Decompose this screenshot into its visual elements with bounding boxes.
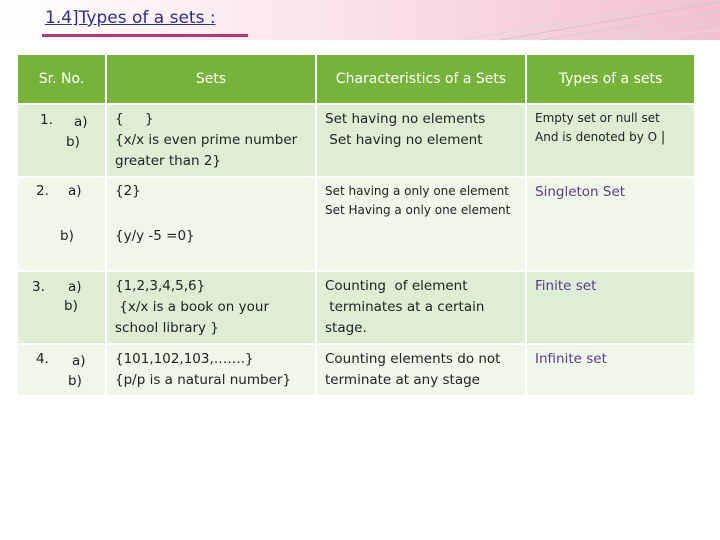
set-line: { } <box>115 111 154 127</box>
set-line: {p/p is a natural number} <box>115 372 292 388</box>
sets-table-container <box>18 55 695 393</box>
char-cell <box>316 344 526 396</box>
type-cell <box>526 177 695 271</box>
sets-cell <box>106 177 316 271</box>
type-line: Infinite set <box>535 351 607 367</box>
type-line: Singleton Set <box>535 184 626 200</box>
set-line: {2} <box>115 183 141 199</box>
table-row <box>18 344 695 396</box>
sr-number: 2. <box>36 183 49 199</box>
set-line: {y/y -5 =0} <box>115 228 195 244</box>
header-characteristics: Characteristics of a Sets <box>316 55 526 104</box>
char-line: Counting of element <box>325 278 468 294</box>
table-row <box>18 271 695 344</box>
char-cell <box>316 177 526 271</box>
char-cell <box>316 104 526 177</box>
type-line: Finite set <box>535 278 597 294</box>
char-cell <box>316 271 526 344</box>
set-line: {101,102,103,…….} <box>115 351 254 367</box>
set-line: {1,2,3,4,5,6} <box>115 278 206 294</box>
sr-cell <box>18 271 106 344</box>
char-line: Set having no element <box>325 132 483 148</box>
sets-table <box>18 55 696 397</box>
sr-a: a) <box>68 183 82 199</box>
set-line: school library } <box>115 320 219 336</box>
header-sets: Sets <box>106 55 316 104</box>
sr-b: b) <box>60 228 74 244</box>
set-line: greater than 2} <box>115 153 221 169</box>
title-underbar <box>42 34 248 37</box>
sets-cell <box>106 271 316 344</box>
sets-cell <box>106 344 316 396</box>
sr-a: a) <box>68 279 82 295</box>
type-cell <box>526 271 695 344</box>
sr-cell <box>18 177 106 271</box>
sr-cell <box>18 104 106 177</box>
sr-number: 3. <box>32 279 45 295</box>
char-line: Counting elements do not <box>325 351 501 367</box>
char-line: terminates at a certain <box>325 299 485 315</box>
header-types: Types of a sets <box>526 55 695 104</box>
type-cell <box>526 104 695 177</box>
char-line: Set Having a only one element <box>325 203 511 217</box>
table-row <box>18 177 695 271</box>
table-row <box>18 104 695 177</box>
table-header-row <box>18 55 695 104</box>
sr-a: a) <box>74 114 88 130</box>
sr-number: 1. <box>40 112 53 128</box>
sr-b: b) <box>66 134 80 150</box>
header-sr-no: Sr. No. <box>18 55 106 104</box>
sr-b: b) <box>64 298 78 314</box>
sr-a: a) <box>72 353 86 369</box>
sets-cell <box>106 104 316 177</box>
char-line: stage. <box>325 320 367 336</box>
sr-number: 4. <box>36 351 49 367</box>
page-title: 1.4]Types of a sets : <box>45 8 216 28</box>
char-line: Set having a only one element <box>325 184 509 198</box>
char-line: terminate at any stage <box>325 372 480 388</box>
sr-b: b) <box>68 373 82 389</box>
type-line: Empty set or null set <box>535 111 660 125</box>
sr-cell <box>18 344 106 396</box>
char-line: Set having no elements <box>325 111 486 127</box>
set-line: {x/x is even prime number <box>115 132 298 148</box>
type-cell <box>526 344 695 396</box>
type-line: And is denoted by O <box>535 130 658 144</box>
set-line: {x/x is a book on your <box>115 299 269 315</box>
null-set-bar-icon: | <box>660 130 666 145</box>
